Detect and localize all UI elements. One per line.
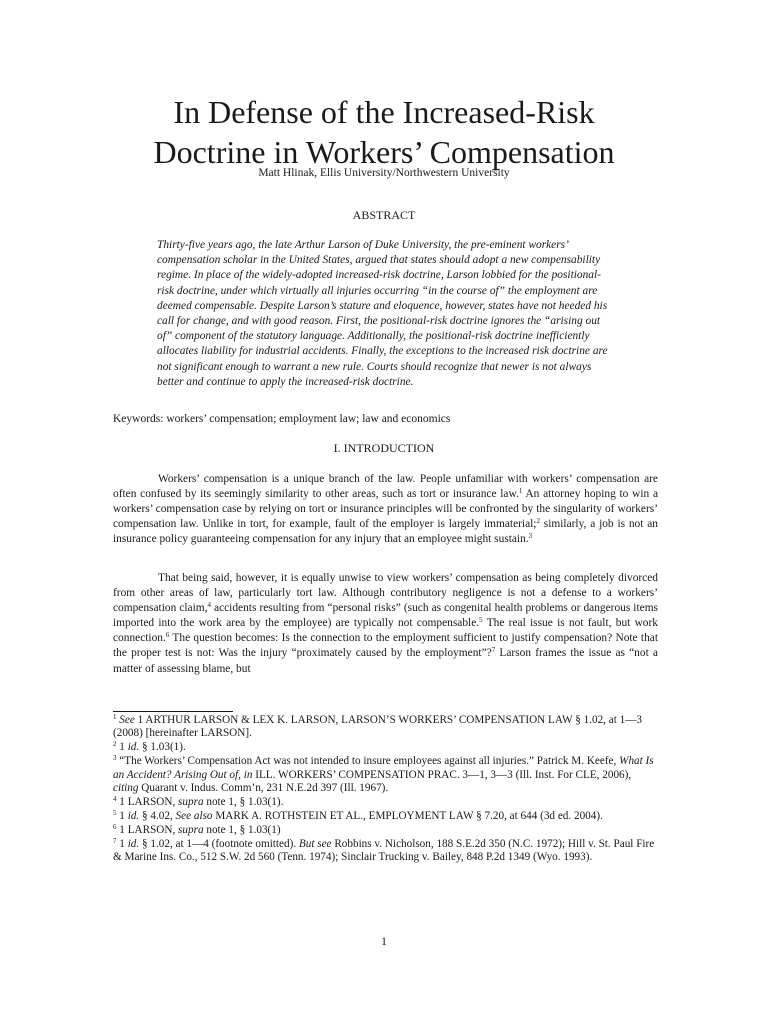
footnote-text: 1 ARTHUR LARSON & LEX K. LARSON, LARSON’S WORKERS’ COMPENSATION LAW § 1.02, at 1—3 (2008) [hereinafter LARSON]. bbox=[113, 714, 642, 740]
footnote-text: 1 LARSON, bbox=[116, 795, 179, 808]
para2-sentence-4: The question becomes: Is the connection to the employment sufficient to justify compensation? Note that the proper test is not: Was the injury “proximately caused by the employment”? bbox=[113, 632, 658, 660]
title-line-1: In Defense of the Increased-Risk bbox=[173, 94, 595, 130]
footnote-italic: supra bbox=[178, 795, 204, 808]
footnote-text: note 1, § 1.03(1) bbox=[203, 823, 281, 836]
footnote-text: § 1.02, at 1—4 (footnote omitted). bbox=[139, 837, 299, 850]
footnote-text: 1 bbox=[116, 809, 128, 822]
footnote-4 bbox=[113, 796, 658, 809]
footnote-italic: See also bbox=[175, 809, 213, 822]
footnote-italic: id. bbox=[127, 837, 140, 850]
footnote-number: 5 bbox=[113, 808, 117, 817]
footnote-italic: supra bbox=[178, 823, 204, 836]
footnote-ref-2[interactable]: 2 bbox=[536, 517, 540, 526]
author-line: Matt Hlinak, Ellis University/Northwestern University bbox=[258, 167, 510, 179]
footnotes bbox=[113, 714, 658, 865]
footnote-number: 2 bbox=[113, 740, 117, 749]
footnote-italic: What Is an Accident? Arising Out of, in bbox=[113, 755, 654, 781]
para1-sentence-3: similarly, a job is not an insurance policy guaranteeing compensation for any injury that an employee might sustain. bbox=[113, 518, 658, 546]
footnote-text: § 1.03(1). bbox=[139, 741, 186, 754]
footnote-7 bbox=[113, 838, 658, 865]
footnote-ref-6[interactable]: 6 bbox=[165, 631, 170, 640]
abstract-heading: ABSTRACT bbox=[352, 208, 416, 222]
footnote-italic: But see bbox=[298, 837, 332, 850]
footnote-text: § 4.02, bbox=[139, 809, 176, 822]
footnote-3 bbox=[113, 755, 658, 795]
footnote-text: MARK A. ROTHSTEIN ET AL., EMPLOYMENT LAW § 7.20, at 644 (3d ed. 2004). bbox=[212, 809, 603, 822]
para2-sentence-1: That being said, however, it is equally unwise to view workers’ compensation as being completely divorced from other areas of law, particularly tort law. Although contributory negligence is not a defense to a workers’ compensation claim, bbox=[113, 572, 658, 615]
keywords-line: Keywords: workers’ compensation; employment law; law and economics bbox=[113, 413, 451, 425]
footnote-2 bbox=[113, 741, 658, 754]
footnote-number: 3 bbox=[113, 754, 117, 763]
footnote-ref-5[interactable]: 5 bbox=[479, 616, 483, 625]
footnote-italic: id. bbox=[127, 809, 140, 822]
footnote-text: ILL. WORKERS’ COMPENSATION PRAC. 3—1, 3—3 (Ill. Inst. For CLE, 2006), bbox=[252, 768, 632, 781]
paper-title bbox=[0, 92, 768, 172]
intro-paragraph-1 bbox=[113, 472, 658, 547]
footnote-6 bbox=[113, 824, 658, 837]
section-heading-introduction: I. INTRODUCTION bbox=[333, 441, 435, 455]
footnote-text: “The Workers’ Compensation Act was not intended to insure employees against all injuries.” Patrick M. Keefe, bbox=[116, 755, 620, 768]
footnote-number: 4 bbox=[113, 794, 117, 803]
footnote-italic: id. bbox=[127, 741, 140, 754]
footnote-number: 7 bbox=[113, 836, 117, 845]
footnote-ref-3[interactable]: 3 bbox=[528, 532, 533, 541]
abstract-text: Thirty-five years ago, the late Arthur Larson of Duke University, the pre-eminent workers’ compensation scholar in the United States, argued that states should adopt a new compensability regime. In place of the widely-adopted increased-risk doctrine, Larson lobbied for the positional-risk doctrine, under which virtually all injuries occurring “in the course of” the employment are deemed compensable. Despite Larson’s stature and eloquence, however, states have not heeded his call for change, and with good reason. First, the positional-risk doctrine ignores the “arising out of” component of the statutory language. Additionally, the positional-risk doctrine inefficiently allocates liability for industrial accidents. Finally, the exceptions to the increased risk doctrine are not significant enough to warrant a new rule. Courts should recognize that newer is not always better and continue to apply the increased-risk doctrine. bbox=[157, 239, 608, 388]
para1-sentence-2: An attorney hoping to win a workers’ compensation case by relying on tort or insurance principles will be confronted by the singularity of workers’ compensation law. Unlike in tort, for example, fault of the employer is largely immaterial; bbox=[113, 488, 658, 531]
footnote-text: Robbins v. Nicholson, 188 S.E.2d 350 (N.C. 1972); Hill v. St. Paul Fire & Marine Ins. Co., 512 S.W. 2d 560 (Tenn. 1974); Sinclair Trucking v. Bailey, 848 P.2d 1349 (Wyo. 1993). bbox=[113, 837, 655, 864]
para1-sentence-1: Workers’ compensation is a unique branch of the law. People unfamiliar with workers’ compensation are often confused by its seemingly similarity to other areas, such as tort or insurance law. bbox=[113, 473, 658, 501]
para2-sentence-3: The real issue is not fault, but work connection. bbox=[113, 617, 658, 645]
footnote-ref-7[interactable]: 7 bbox=[491, 646, 496, 655]
para2-sentence-5: Larson frames the issue as “not a matter of assessing blame, but bbox=[113, 647, 658, 675]
footnote-5 bbox=[113, 810, 658, 823]
footnote-text: 1 LARSON, bbox=[116, 823, 179, 836]
para2-sentence-2: accidents resulting from “personal risks” (such as congenital health problems or dangerous items imported into the work area by the employee) are typically not compensable. bbox=[113, 602, 658, 630]
intro-paragraph-2 bbox=[113, 571, 658, 677]
page-number: 1 bbox=[381, 934, 387, 948]
footnote-separator bbox=[113, 711, 233, 712]
footnote-text: note 1, § 1.03(1). bbox=[203, 795, 284, 808]
footnote-text: 1 bbox=[116, 741, 128, 754]
footnote-italic: citing bbox=[113, 782, 139, 795]
title-line-2: Doctrine in Workers’ Compensation bbox=[153, 134, 615, 170]
footnote-number: 1 bbox=[113, 713, 117, 721]
footnote-1 bbox=[113, 714, 658, 741]
footnote-ref-1[interactable]: 1 bbox=[518, 487, 523, 496]
footnote-text: Quarant v. Indus. Comm’n, 231 N.E.2d 397 (Ill. 1967). bbox=[138, 782, 389, 795]
footnote-number: 6 bbox=[113, 822, 117, 831]
footnote-ref-4[interactable]: 4 bbox=[207, 601, 211, 610]
footnote-italic: See bbox=[119, 714, 135, 726]
footnote-text: 1 bbox=[116, 837, 128, 850]
